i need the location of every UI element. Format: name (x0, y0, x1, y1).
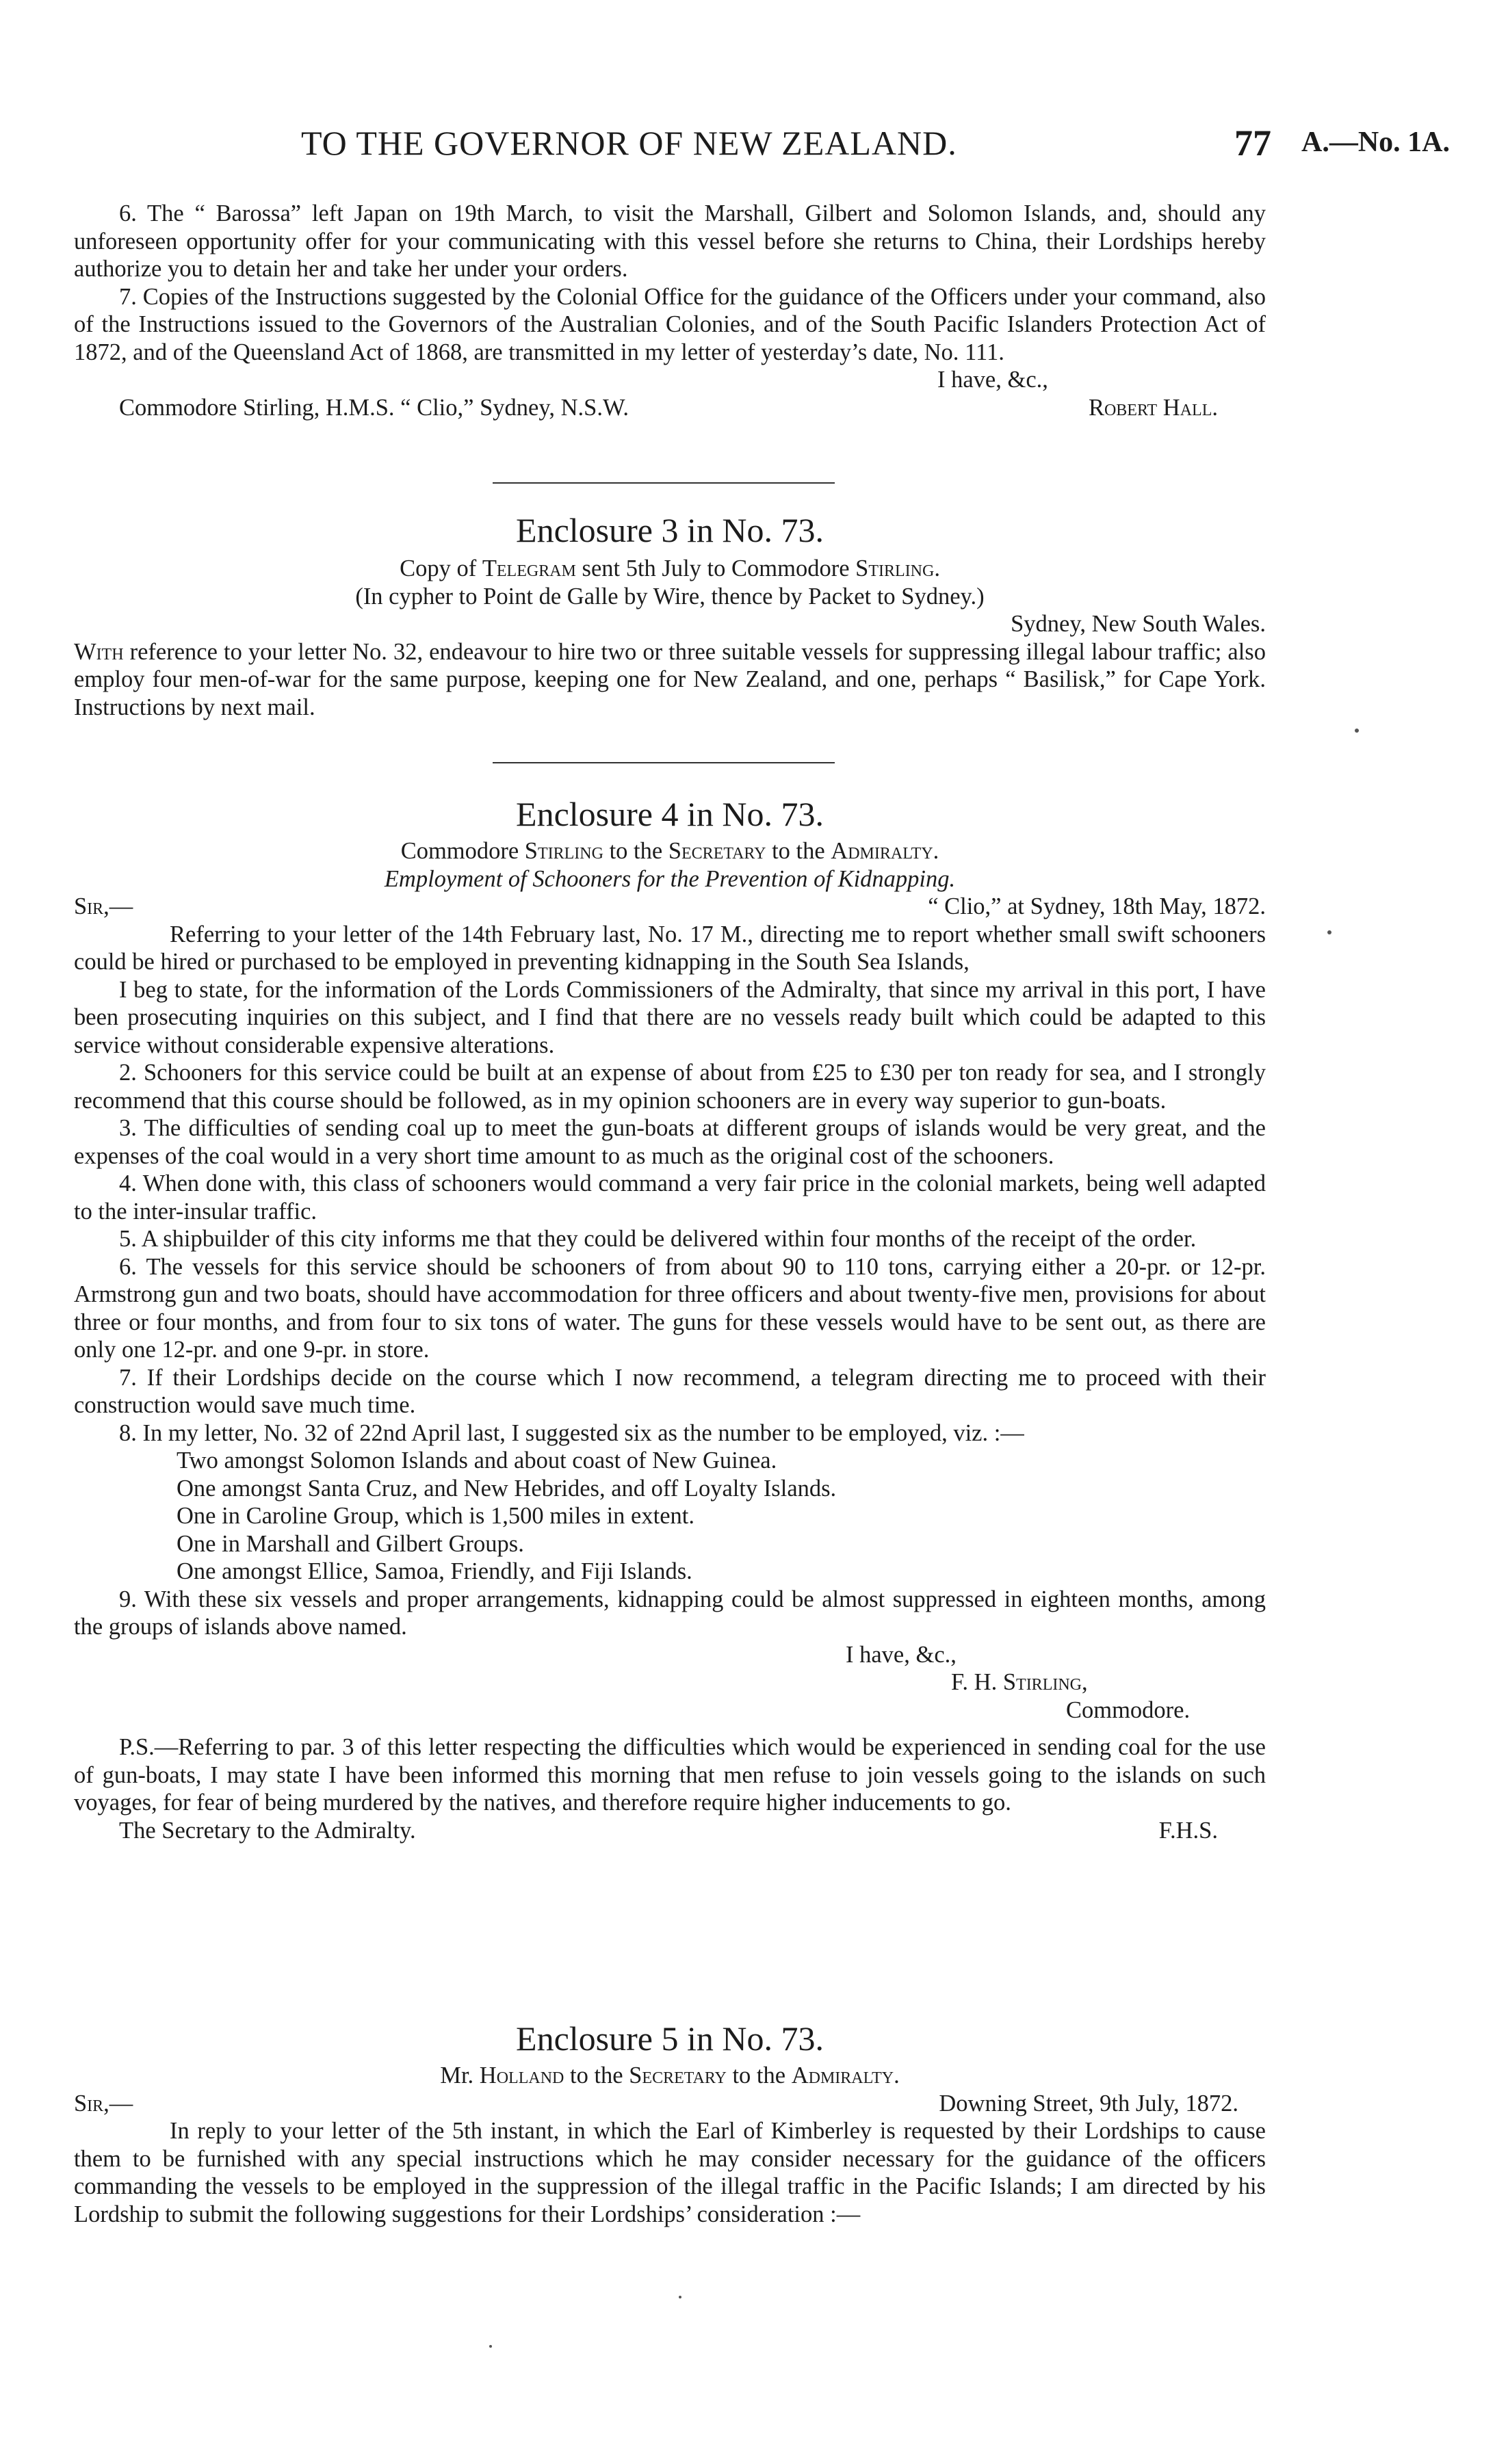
page-number: 77 (1234, 122, 1271, 163)
enclosure-3-heading: Enclosure 3 in No. 73. (516, 511, 824, 549)
list-item: One in Caroline Group, which is 1,500 miles in extent. (177, 1503, 694, 1529)
list-item: One amongst Santa Cruz, and New Hebrides, and off Loyalty Islands. (177, 1475, 837, 1502)
list-item: One in Marshall and Gilbert Groups. (177, 1530, 524, 1557)
print-speck (679, 2296, 681, 2298)
salutation: Sir,— (74, 2090, 133, 2116)
from-text: to the (766, 838, 831, 864)
telegram-opening-word: With (74, 638, 124, 665)
list-item: Two amongst Solomon Islands and about coast of New Guinea. (177, 1447, 777, 1473)
postscript: P.S.—Referring to par. 3 of this letter respecting the difficulties which would be experienced in sending coal for the use of gun-boats, I may state I have been informed this morning that men refuse to join vessels going to the islands on such voyages, for fear of being murdered by the natives, and therefore require higher inducements to go. (74, 1734, 1266, 1816)
from-text: to the (726, 2062, 792, 2088)
letter-body: In reply to your letter of the 5th instant, in which the Earl of Kimberley is requested by their Lordships to cause them to be furnished with any special instructions which he may consider necessary for the guidance of the officers commanding the vessels to be employed in the suppression of the illegal traffic in the Pacific Islands; I am directed by his Lordship to submit the following suggestions for their Lordships’ consideration :— (74, 2118, 1266, 2227)
header-title: TO THE GOVERNOR OF NEW ZEALAND. (301, 124, 957, 162)
salutation: Sir,— (74, 893, 133, 919)
paragraph-3: 3. The difficulties of sending coal up to meet the gun-boats at different groups of islands would be very great, and the expenses of the coal would in a very short time amount to as much as the original cost of the schooners. (74, 1115, 1266, 1169)
enclosure-4 (74, 794, 1266, 1844)
paragraph-5: 5. A shipbuilder of this city informs me that they could be delivered within four months of the receipt of the order. (119, 1226, 1197, 1252)
subtitle-text: Copy of (400, 555, 482, 581)
list-item: One amongst Ellice, Samoa, Friendly, and Fiji Islands. (177, 1558, 692, 1584)
from-text: to the (603, 838, 668, 864)
enclosure-5-heading: Enclosure 5 in No. 73. (516, 2019, 824, 2058)
document-reference: A.—No. 1A. (1301, 127, 1450, 158)
enclosure-3 (74, 510, 1266, 721)
dateline: “ Clio,” at Sydney, 18th May, 1872. (928, 893, 1266, 919)
telegram-body (74, 638, 1266, 722)
signature (74, 1668, 1266, 1696)
subtitle-text: Stirling (855, 555, 935, 581)
signature-name: Stirling, (1002, 1669, 1088, 1695)
enclosure-3-subtitle (74, 555, 1266, 583)
enclosure-3-cypher-note: (In cypher to Point de Galle by Wire, thence by Packet to Sydney.) (355, 583, 985, 610)
print-speck (1327, 930, 1331, 934)
subtitle-text: . (934, 555, 940, 581)
enclosure-4-heading: Enclosure 4 in No. 73. (516, 795, 824, 833)
enclosure-5-from (74, 2062, 1266, 2090)
enclosure-4-from (74, 837, 1266, 865)
from-text: to the (564, 2062, 629, 2088)
from-text: Holland (479, 2062, 564, 2088)
paragraph-2: 2. Schooners for this service could be built at an expense of about from £25 to £30 per ton ready for sea, and I strongly recommend that this course should be followed, as in my opinion schooners are in every way superior to gun-boats. (74, 1060, 1266, 1114)
paragraph-7: 7. If their Lordships decide on the course which I now recommend, a telegram directing me to proceed with their construction would save much time. (74, 1364, 1266, 1418)
postscript-initials: F.H.S. (1158, 1817, 1218, 1844)
addressee: Commodore Stirling, H.M.S. “ Clio,” Sydney, N.S.W. (119, 394, 629, 421)
paragraph-6: 6. The vessels for this service should be schooners of from about 90 to 110 tons, carrying either a 20-pr. or 12-pr. Armstrong gun and two boats, should have accommodation for three officers and about twenty-five men, provisions for about three or four months, and from four to six tons of water. The guns for these vessels would have to be sent out, as there are only one 12-pr. and one 9-pr. in store. (74, 1253, 1266, 1363)
running-header (0, 123, 1495, 164)
closing: I have, &c., (846, 1641, 957, 1668)
from-text: Secretary (629, 2062, 727, 2088)
from-text: Admiralty (791, 2062, 894, 2088)
signature-title: Commodore. (1066, 1696, 1191, 1723)
postscript-footer (74, 1817, 1266, 1845)
intro-paragraph: Referring to your letter of the 14th February last, No. 17 M., directing me to report whether small swift schooners could be hired or purchased to be employed in preventing kidnapping in the South Sea Islands, (74, 921, 1266, 975)
from-text: Admiralty (831, 838, 933, 864)
enclosure-3-place: Sydney, New South Wales. (1011, 611, 1266, 637)
telegram-text: reference to your letter No. 32, endeavour to hire two or three suitable vessels for suppressing illegal labour traffic; also employ four men-of-war for the same purpose, keeping one for New Zealand, and one, perhaps “ Basilisk,” for Cape York. Instructions by next mail. (74, 638, 1266, 720)
subtitle-text: Telegram (482, 555, 576, 581)
from-text: . (894, 2062, 900, 2088)
section-divider (493, 482, 835, 484)
dateline: Downing Street, 9th July, 1872. (939, 2090, 1238, 2116)
section-divider (493, 762, 835, 763)
from-text: Stirling (524, 838, 603, 864)
enclosure-4-subject: Employment of Schooners for the Prevention of Kidnapping. (384, 865, 956, 892)
paragraph-6: 6. The “ Barossa” left Japan on 19th March, to visit the Marshall, Gilbert and Solomon Islands, and, should any unforeseen opportunity offer for your communicating with this vessel before she returns to China, their Lordships hereby authorize you to detain her and take her under your orders. (74, 200, 1266, 282)
vessel-allocation-list (74, 1447, 1266, 1586)
from-text: Mr. (440, 2062, 480, 2088)
signature-row (74, 394, 1266, 422)
subtitle-text: sent 5th July to Commodore (575, 555, 856, 581)
letter-continuation (74, 200, 1266, 421)
paragraph-8: 8. In my letter, No. 32 of 22nd April last, I suggested six as the number to be employed, viz. :— (119, 1419, 1024, 1446)
print-speck (1355, 729, 1359, 733)
from-text: . (933, 838, 939, 864)
signature-initials: F. H. (951, 1669, 1003, 1695)
enclosure-5 (74, 2018, 1266, 2228)
paragraph-7: 7. Copies of the Instructions suggested by the Colonial Office for the guidance of the Officers under your command, also of the Instructions issued to the Governors of the Australian Colonies, and of the South Pacific Islanders Protection Act of 1872, and of the Queensland Act of 1868, are transmitted in my letter of yesterday’s date, No. 111. (74, 283, 1266, 365)
paragraph-4: 4. When done with, this class of schooners would command a very fair price in the colonial markets, being well adapted to the inter-insular traffic. (74, 1170, 1266, 1224)
from-text: Commodore (400, 838, 525, 864)
closing: I have, &c., (937, 367, 1048, 393)
print-speck (489, 2345, 492, 2348)
statement-paragraph: I beg to state, for the information of the Lords Commissioners of the Admiralty, that since my arrival in this port, I have been prosecuting inquiries on this subject, and I find that there are no vessels ready built which could be adapted to this service without considerable expensive alterations. (74, 976, 1266, 1058)
salutation-row (74, 893, 1266, 921)
paragraph-9: 9. With these six vessels and proper arrangements, kidnapping could be almost suppressed in eighteen months, among the groups of islands above named. (74, 1586, 1266, 1640)
addressee: The Secretary to the Admiralty. (119, 1817, 416, 1844)
signature: Robert Hall. (1088, 394, 1218, 421)
salutation-row (74, 2090, 1266, 2118)
from-text: Secretary (668, 838, 766, 864)
